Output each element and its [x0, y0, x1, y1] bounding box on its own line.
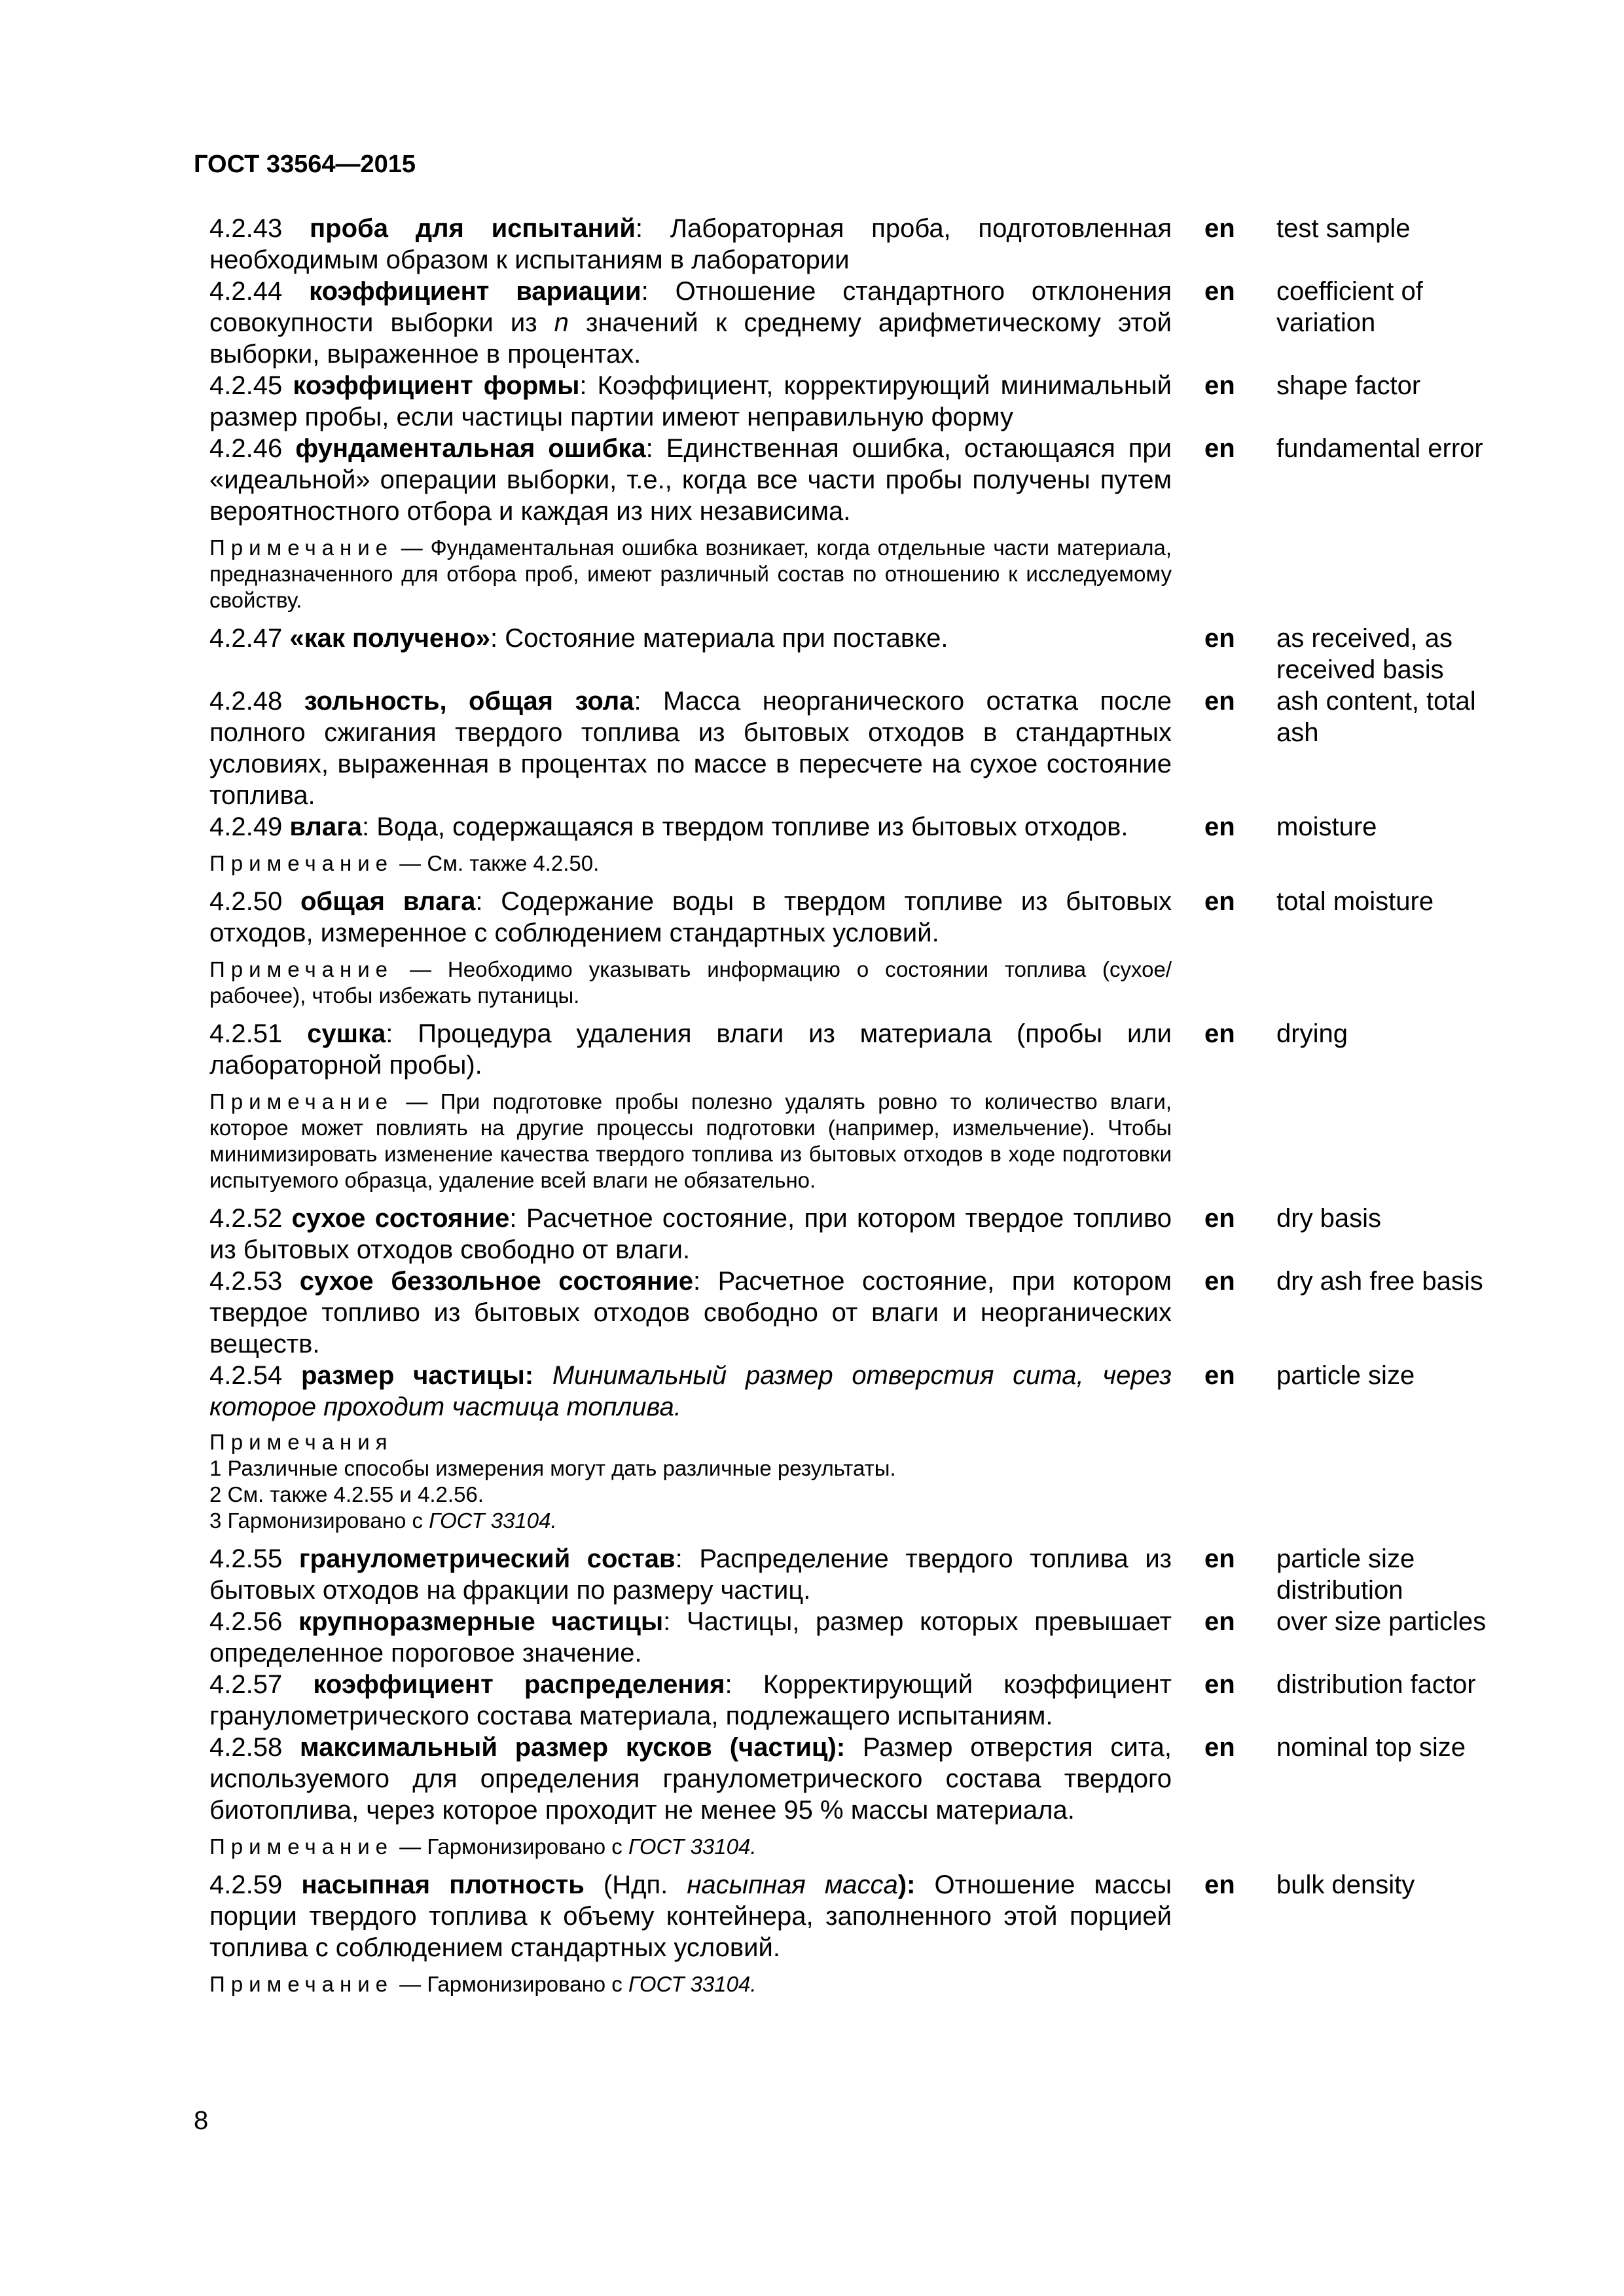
term-name: насыпная плотность — [301, 1870, 585, 1899]
definition-text: Вода, содержащаяся в твердом топливе из бытовых отходов. — [376, 812, 1128, 841]
term-number: 4.2.58 — [209, 1733, 283, 1762]
term-number: 4.2.53 — [209, 1267, 283, 1296]
term-number: 4.2.52 — [209, 1204, 283, 1233]
english-term: fundamental error — [1276, 434, 1483, 463]
language-code: en — [1204, 277, 1235, 306]
note-item: 2 См. также 4.2.55 и 4.2.56. — [209, 1482, 484, 1506]
term-name: гранулометрический состав — [298, 1544, 676, 1573]
term-entry — [209, 886, 1506, 949]
term-name: «как получено» — [289, 624, 491, 653]
term-name: общая влага — [300, 887, 476, 916]
term-number: 4.2.47 — [209, 624, 283, 653]
term-notes — [209, 1429, 1506, 1534]
english-term: over size particles — [1276, 1607, 1487, 1636]
note-label: Примечание — [209, 1089, 394, 1114]
term-definition: 4.2.52 сухое состояние: Расчетное состояние, при котором твердое топливо из бытовых отходов свободно от влаги. — [209, 1204, 1172, 1264]
term-name: фундаментальная ошибка — [295, 434, 646, 463]
term-entry — [209, 1606, 1506, 1669]
language-code: en — [1204, 812, 1235, 841]
definition-text: Частицы, размер которых превышает определенное пороговое значение. — [209, 1607, 1172, 1667]
note-item: 1 Различные способы измерения могут дать различные результаты. — [209, 1456, 896, 1480]
language-code: en — [1204, 887, 1235, 916]
note-item: 3 Гармонизировано с ГОСТ 33104. — [209, 1508, 557, 1533]
term-definition: 4.2.46 фундаментальная ошибка: Единственная ошибка, остающаяся при «идеальной» операции выборки, т.е., когда все части пробы получены путем вероятностного отбора и каждая из них независима. — [209, 434, 1172, 526]
term-definition: 4.2.59 насыпная плотность (Ндп. насыпная масса): Отношение массы порции твердого топлива к объему контейнера, заполненного этой порцией топлива с соблюдением стандартных условий. — [209, 1870, 1172, 1962]
term-definition: 4.2.51 сушка: Процедура удаления влаги из материала (пробы или лабораторной пробы). — [209, 1019, 1172, 1080]
definition-text: Размер отверстия сита, используемого для определения гранулометрического состава твердого биотоплива, через которое проходит не менее 95 % массы материала. — [209, 1733, 1172, 1825]
term-number: 4.2.46 — [209, 434, 283, 463]
term-entry — [209, 623, 1506, 685]
term-note: Примечание — Гармонизировано с ГОСТ 33104. — [209, 1834, 757, 1859]
language-code: en — [1204, 1019, 1235, 1048]
language-code: en — [1204, 1361, 1235, 1390]
definition-text: Процедура удаления влаги из материала (пробы или лабораторной пробы). — [209, 1019, 1172, 1080]
term-name: влага — [289, 812, 362, 841]
term-definition: 4.2.57 коэффициент распределения: Корректирующий коэффициент гранулометрического состава материала, подлежащего испытаниям. — [209, 1670, 1172, 1730]
english-term: moisture — [1276, 812, 1377, 841]
term-name: сухое беззольное состояние — [299, 1267, 693, 1296]
english-term: ash content, total ash — [1276, 687, 1476, 747]
language-code: en — [1204, 1544, 1235, 1573]
document-header: ГОСТ 33564—2015 — [194, 151, 416, 178]
term-name: крупноразмерные частицы — [298, 1607, 664, 1636]
term-entry — [209, 811, 1506, 843]
notes-label: Примечания — [209, 1430, 393, 1454]
term-entry — [209, 1360, 1506, 1423]
term-number: 4.2.45 — [209, 371, 283, 400]
term-number: 4.2.48 — [209, 687, 283, 716]
term-number: 4.2.50 — [209, 887, 283, 916]
definition-text: Корректирующий коэффициент гранулометрического состава материала, подлежащего испытаниям. — [209, 1670, 1172, 1730]
terms-list — [209, 213, 1506, 2007]
term-number: 4.2.55 — [209, 1544, 283, 1573]
english-term: shape factor — [1276, 371, 1421, 400]
term-definition: 4.2.50 общая влага: Содержание воды в твердом топливе из бытовых отходов, измеренное с соблюдением стандартных условий. — [209, 887, 1172, 947]
term-name: коэффициент вариации — [309, 277, 641, 306]
term-entry — [209, 1018, 1506, 1081]
page-number: 8 — [194, 2106, 209, 2135]
language-code: en — [1204, 1607, 1235, 1636]
language-code: en — [1204, 1204, 1235, 1233]
definition-text: Расчетное состояние, при котором твердое топливо из бытовых отходов свободно от влаги. — [209, 1204, 1172, 1264]
note-label: Примечание — [209, 1972, 394, 1996]
language-code: en — [1204, 371, 1235, 400]
term-definition: 4.2.44 коэффициент вариации: Отношение стандартного отклонения совокупности выборки из n значений к среднему арифметическому этой выборки, выраженное в процентах. — [209, 277, 1172, 369]
term-note: Примечание — При подготовке пробы полезно удалять ровно то количество влаги, которое может повлиять на другие процессы подготовки (например, измельчение). Чтобы минимизировать изменение качества твердого топлива из бытовых отходов в ходе подготовки испытуемого образца, удаление всей влаги не обязательно. — [209, 1089, 1172, 1192]
english-term: as received, as received basis — [1276, 624, 1453, 684]
language-code: en — [1204, 214, 1235, 243]
english-term: dry ash free basis — [1276, 1267, 1483, 1296]
term-note: Примечание — См. также 4.2.50. — [209, 851, 600, 875]
term-name: максимальный размер кусков (частиц): — [300, 1733, 846, 1762]
term-definition: 4.2.48 зольность, общая зола: Масса неорганического остатка после полного сжигания твердого топлива из бытовых отходов в стандартных условиях, выраженная в процентах по массе в пересчете на сухое состояние топлива. — [209, 687, 1172, 810]
english-term: total moisture — [1276, 887, 1434, 916]
english-term: distribution factor — [1276, 1670, 1476, 1699]
definition-text: Состояние материала при поставке. — [505, 624, 948, 653]
language-code: en — [1204, 1870, 1235, 1899]
definition-text: Масса неорганического остатка после полного сжигания твердого топлива из бытовых отходов в стандартных условиях, выраженная в процентах по массе в пересчете на сухое состояние топлива. — [209, 687, 1172, 810]
term-entry — [209, 433, 1506, 527]
term-name: коэффициент распределения — [313, 1670, 725, 1699]
language-code: en — [1204, 434, 1235, 463]
definition-text: Расчетное состояние, при котором твердое топливо из бытовых отходов свободно от влаги и неорганических веществ. — [209, 1267, 1172, 1358]
term-definition: 4.2.53 сухое беззольное состояние: Расчетное состояние, при котором твердое топливо из бытовых отходов свободно от влаги и неорганических веществ. — [209, 1267, 1172, 1358]
language-code: en — [1204, 1733, 1235, 1762]
english-term: nominal top size — [1276, 1733, 1466, 1762]
term-note: Примечание — Необходимо указывать информацию о состоянии топлива (сухое/рабочее), чтобы избежать путаницы. — [209, 957, 1172, 1008]
english-term: bulk density — [1276, 1870, 1415, 1899]
term-name: проба для испытаний — [309, 214, 636, 243]
definition-text: Лабораторная проба, подготовленная необходимым образом к испытаниям в лаборатории — [209, 214, 1172, 274]
definition-text: Распределение твердого топлива из бытовых отходов на фракции по размеру частиц. — [209, 1544, 1172, 1605]
term-definition: 4.2.47 «как получено»: Состояние материала при поставке. — [209, 624, 948, 653]
language-code: en — [1204, 1267, 1235, 1296]
term-number: 4.2.44 — [209, 277, 283, 306]
term-definition — [209, 1732, 1172, 1826]
term-number: 4.2.56 — [209, 1607, 283, 1636]
term-name: сухое состояние — [291, 1204, 510, 1233]
term-definition: 4.2.55 гранулометрический состав: Распределение твердого топлива из бытовых отходов на фракции по размеру частиц. — [209, 1544, 1172, 1605]
definition-text: Единственная ошибка, остающаяся при «идеальной» операции выборки, т.е., когда все части пробы получены путем вероятностного отбора и каждая из них независима. — [209, 434, 1172, 526]
term-name: зольность, общая зола — [304, 687, 634, 716]
definition-text: Содержание воды в твердом топливе из бытовых отходов, измеренное с соблюдением стандартных условий. — [209, 887, 1172, 947]
term-note: Примечание — Фундаментальная ошибка возникает, когда отдельные части материала, предназначенного для отбора проб, имеют различный состав по отношению к исследуемому свойству. — [209, 536, 1172, 612]
language-code: en — [1204, 1670, 1235, 1699]
definition-text: Минимальный размер отверстия сита, через которое проходит частица топлива. — [209, 1361, 1172, 1421]
term-number: 4.2.54 — [209, 1361, 283, 1390]
term-number: 4.2.57 — [209, 1670, 283, 1699]
term-note: Примечание — Гармонизировано с ГОСТ 33104. — [209, 1972, 757, 1996]
term-definition: 4.2.45 коэффициент формы: Коэффициент, корректирующий минимальный размер пробы, если частицы партии имеют неправильную форму — [209, 371, 1172, 431]
term-entry — [209, 1869, 1506, 1963]
english-term: coefficient of variation — [1276, 277, 1423, 337]
note-label: Примечание — [209, 851, 394, 875]
term-number: 4.2.51 — [209, 1019, 283, 1048]
english-term: test sample — [1276, 214, 1411, 243]
term-entry — [209, 370, 1506, 433]
term-entry — [209, 1732, 1506, 1826]
term-entry — [209, 1203, 1506, 1266]
language-code: en — [1204, 687, 1235, 716]
english-term: drying — [1276, 1019, 1348, 1048]
term-definition: 4.2.49 влага: Вода, содержащаяся в твердом топливе из бытовых отходов. — [209, 812, 1128, 841]
term-definition — [209, 1360, 1172, 1423]
term-name: размер частицы: — [301, 1361, 534, 1390]
english-term: particle size — [1276, 1361, 1415, 1390]
term-entry — [209, 1543, 1506, 1606]
term-definition: 4.2.43 проба для испытаний: Лабораторная проба, подготовленная необходимым образом к испытаниям в лаборатории — [209, 214, 1172, 274]
term-number: 4.2.43 — [209, 214, 283, 243]
note-label: Примечание — [209, 536, 394, 560]
definition-text: Коэффициент, корректирующий минимальный размер пробы, если частицы партии имеют неправильную форму — [209, 371, 1172, 431]
term-entry — [209, 1669, 1506, 1732]
definition-text: Отношение массы порции твердого топлива к объему контейнера, заполненного этой порцией топлива с соблюдением стандартных условий. — [209, 1870, 1172, 1962]
term-number: 4.2.49 — [209, 812, 283, 841]
note-label: Примечание — [209, 1834, 394, 1859]
term-entry — [209, 276, 1506, 370]
english-term: particle size distribution — [1276, 1544, 1415, 1605]
term-number: 4.2.59 — [209, 1870, 283, 1899]
term-entry — [209, 213, 1506, 276]
term-name: коэффициент формы — [293, 371, 580, 400]
term-entry — [209, 685, 1506, 811]
term-entry — [209, 1266, 1506, 1360]
english-term: dry basis — [1276, 1204, 1382, 1233]
language-code: en — [1204, 624, 1235, 653]
term-name: сушка — [307, 1019, 386, 1048]
term-definition: 4.2.56 крупноразмерные частицы: Частицы, размер которых превышает определенное пороговое значение. — [209, 1607, 1172, 1667]
note-label: Примечание — [209, 957, 394, 981]
